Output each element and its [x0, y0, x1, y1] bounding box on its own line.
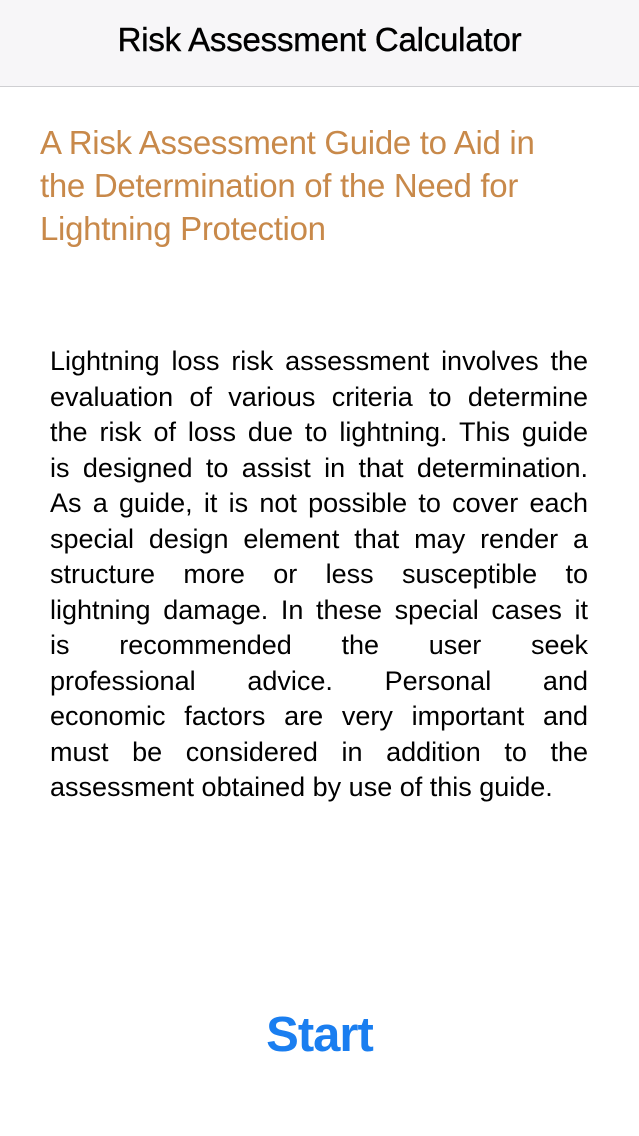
paragraph-line: the risk of loss due to lightning. This guide — [50, 417, 588, 447]
page-title: Risk Assessment Calculator — [117, 21, 522, 58]
heading-line: Lightning Protection — [40, 210, 326, 247]
paragraph-line: assessment obtained by use of this guide. — [50, 772, 553, 802]
start-button[interactable] — [0, 1000, 639, 1070]
paragraph-line: As a guide, it is not possible to cover each — [50, 488, 588, 518]
paragraph-line: lightning damage. In these special cases it — [50, 594, 588, 625]
guide-heading — [40, 121, 600, 250]
description-paragraph — [50, 344, 588, 806]
paragraph-line: is designed to assist in that determination. — [50, 452, 588, 483]
paragraph-line: evaluation of various criteria to determine — [50, 381, 588, 412]
paragraph-line: economic factors are very important and — [50, 701, 588, 731]
paragraph-line: Lightning loss risk assessment involves the — [50, 346, 588, 376]
heading-line: the Determination of the Need for — [40, 167, 519, 204]
navigation-bar — [0, 0, 639, 87]
paragraph-line: structure more or less susceptible to — [50, 559, 588, 589]
paragraph-line: special design element that may render a — [50, 523, 588, 554]
start-button-label: Start — [266, 1008, 373, 1062]
paragraph-line: is recommended the user seek — [50, 630, 588, 660]
paragraph-line: must be considered in addition to the — [50, 736, 588, 767]
heading-line: A Risk Assessment Guide to Aid in — [40, 124, 535, 161]
paragraph-line: professional advice. Personal and — [50, 665, 588, 696]
